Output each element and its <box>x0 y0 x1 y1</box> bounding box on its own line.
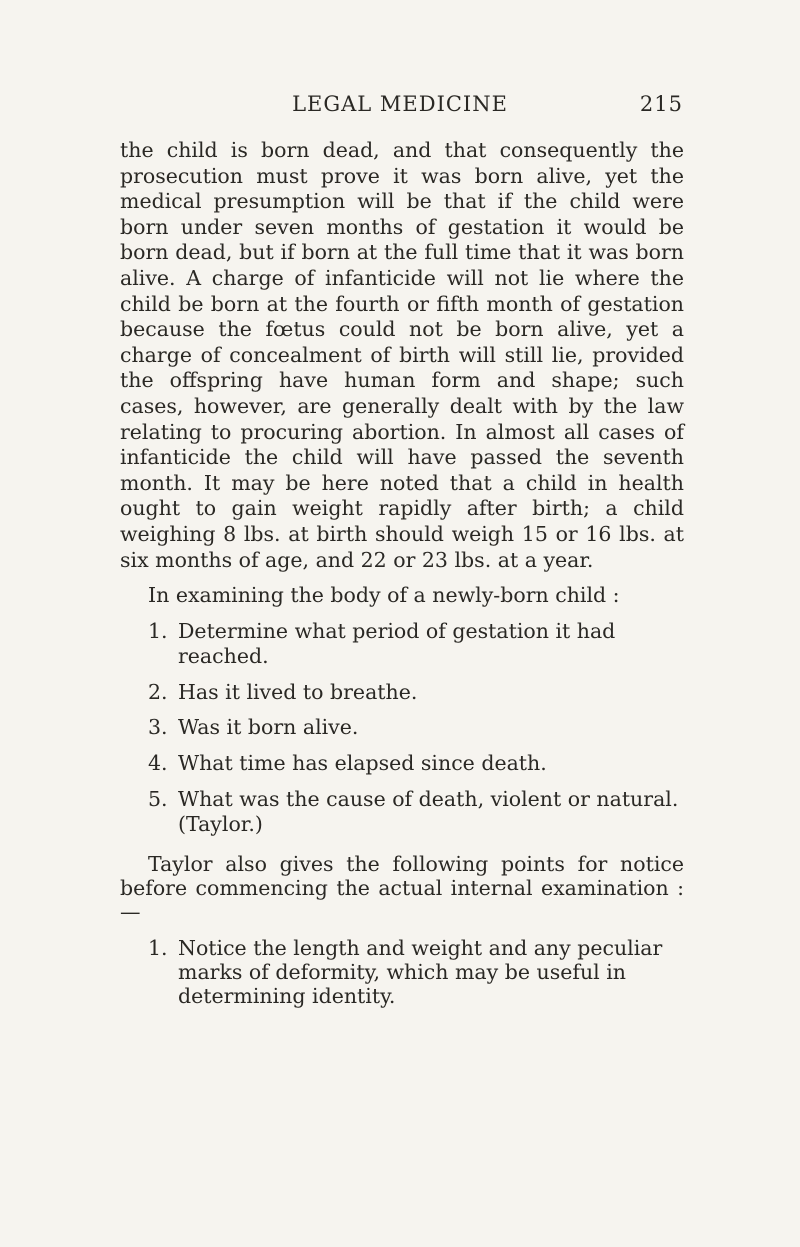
page-body <box>120 138 684 1008</box>
list-item-number: 2. <box>148 679 168 704</box>
list-item-text: What was the cause of death, violent or natural. (Taylor.) <box>178 786 679 837</box>
list-item-text: Was it born alive. <box>178 715 359 740</box>
list-item-text: What time has elapsed since death. <box>178 751 547 776</box>
notice-points-list <box>120 936 684 1008</box>
list-item-number: 3. <box>148 715 168 740</box>
paragraph-examining-intro: In examining the body of a newly-born child : <box>148 583 620 608</box>
list-item-text: Notice the length and weight and any peculiar marks of deformity, which may be useful in determining identity. <box>178 935 663 1008</box>
list-item <box>120 936 684 1008</box>
running-header <box>0 92 800 122</box>
examination-steps-list <box>120 619 684 838</box>
list-item-text: Has it lived to breathe. <box>178 679 418 704</box>
list-item-number: 5. <box>148 786 168 811</box>
running-title: LEGAL MEDICINE <box>292 92 508 116</box>
list-item-text: Determine what period of gestation it had reached. <box>178 618 616 669</box>
list-item-number: 4. <box>148 751 168 776</box>
list-item <box>120 751 684 777</box>
list-item <box>120 680 684 706</box>
list-item-number: 1. <box>148 935 168 960</box>
list-item <box>120 787 684 838</box>
paragraph-taylor-points: Taylor also gives the following points for notice before commencing the actual internal examination : — <box>120 851 684 924</box>
page-number: 215 <box>639 92 683 116</box>
list-item-number: 1. <box>148 618 168 643</box>
paragraph-continuation: the child is born dead, and that consequently the prosecution must prove it was born alive, yet the medical presumption will be that if the child were born under seven months of gestation it would be born dead, but if born at the full time that it was born alive. A charge of infanticide will not lie where the child be born at the fourth or fifth month of gestation because the fœtus could not be born alive, yet a charge of concealment of birth will still lie, provided the offspring have human form and shape; such cases, however, are generally dealt with by the law relating to procuring abortion. In almost all cases of infanticide the child will have passed the seventh month. It may be here noted that a child in health ought to gain weight rapidly after birth; a child weighing 8 lbs. at birth should weigh 15 or 16 lbs. at six months of age, and 22 or 23 lbs. at a year. <box>120 138 684 572</box>
list-item <box>120 715 684 741</box>
list-item <box>120 619 684 670</box>
